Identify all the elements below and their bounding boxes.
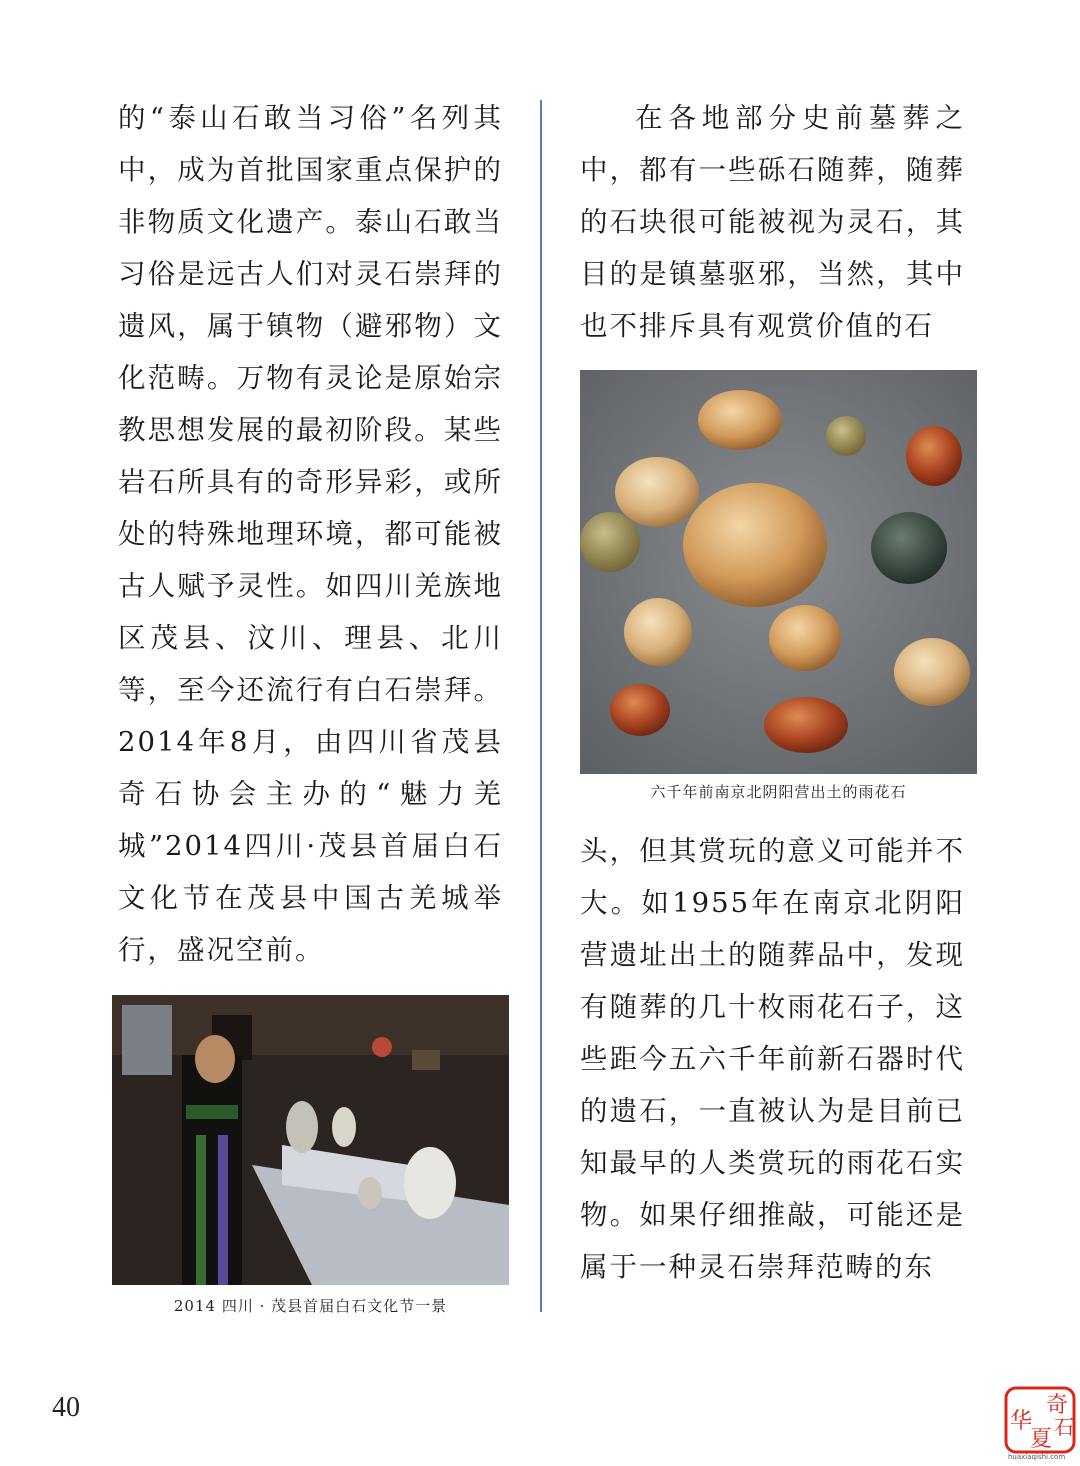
- huaxia-qishi-logo: [1002, 1384, 1078, 1462]
- logo-seal-icon: [1002, 1384, 1078, 1462]
- page-number: 40: [52, 1392, 80, 1423]
- rain-flower-stones-photo: [580, 370, 977, 774]
- right-column-text-bottom: [580, 825, 965, 1293]
- svg-text:奇: 奇: [1046, 1393, 1069, 1418]
- left-photo-caption: 2014 四川 · 茂县首届白石文化节一景: [173, 1297, 448, 1315]
- svg-text:huaxiaqishi.com: huaxiaqishi.com: [1008, 1453, 1066, 1461]
- svg-text:石: 石: [1054, 1415, 1074, 1439]
- right-column-text-top: [580, 92, 965, 352]
- left-column-text: [118, 92, 503, 976]
- stones-illustration: [580, 370, 977, 774]
- right-photo-caption: 六千年前南京北阴阳营出土的雨花石: [650, 783, 907, 801]
- svg-text:华: 华: [1010, 1409, 1033, 1434]
- exhibition-illustration: [112, 995, 509, 1285]
- right-paragraph-2: 头，但其赏玩的意义可能并不大。如1955年在南京北阴阳营遗址出土的随葬品中，发现有随葬的几十枚雨花石子，这些距今五六千年前新石器时代的遗石，一直被认为是目前已知最早的人类赏玩的雨花石实物。如果仔细推敲，可能还是属于一种灵石崇拜范畴的东: [580, 835, 965, 1283]
- right-paragraph-1: 在各地部分史前墓葬之中，都有一些砾石随葬，随葬的石块很可能被视为灵石，其目的是镇墓驱邪，当然，其中也不排斥具有观赏价值的石: [580, 102, 965, 342]
- svg-text:夏: 夏: [1030, 1427, 1053, 1452]
- left-paragraph-1: 的“泰山石敢当习俗”名列其中，成为首批国家重点保护的非物质文化遗产。泰山石敢当习俗是远古人们对灵石崇拜的遗风，属于镇物（避邪物）文化范畴。万物有灵论是原始宗教思想发展的最初阶段。某些岩石所具有的奇形异彩，或所处的特殊地理环境，都可能被古人赋予灵性。如四川羌族地区茂县、汶川、理县、北川等，至今还流行有白石崇拜。2014年8月，由四川省茂县奇石协会主办的“魅力羌城”2014四川·茂县首届白石文化节在茂县中国古羌城举行，盛况空前。: [118, 102, 503, 966]
- white-stone-festival-photo: [112, 995, 509, 1285]
- column-divider: [540, 100, 542, 1312]
